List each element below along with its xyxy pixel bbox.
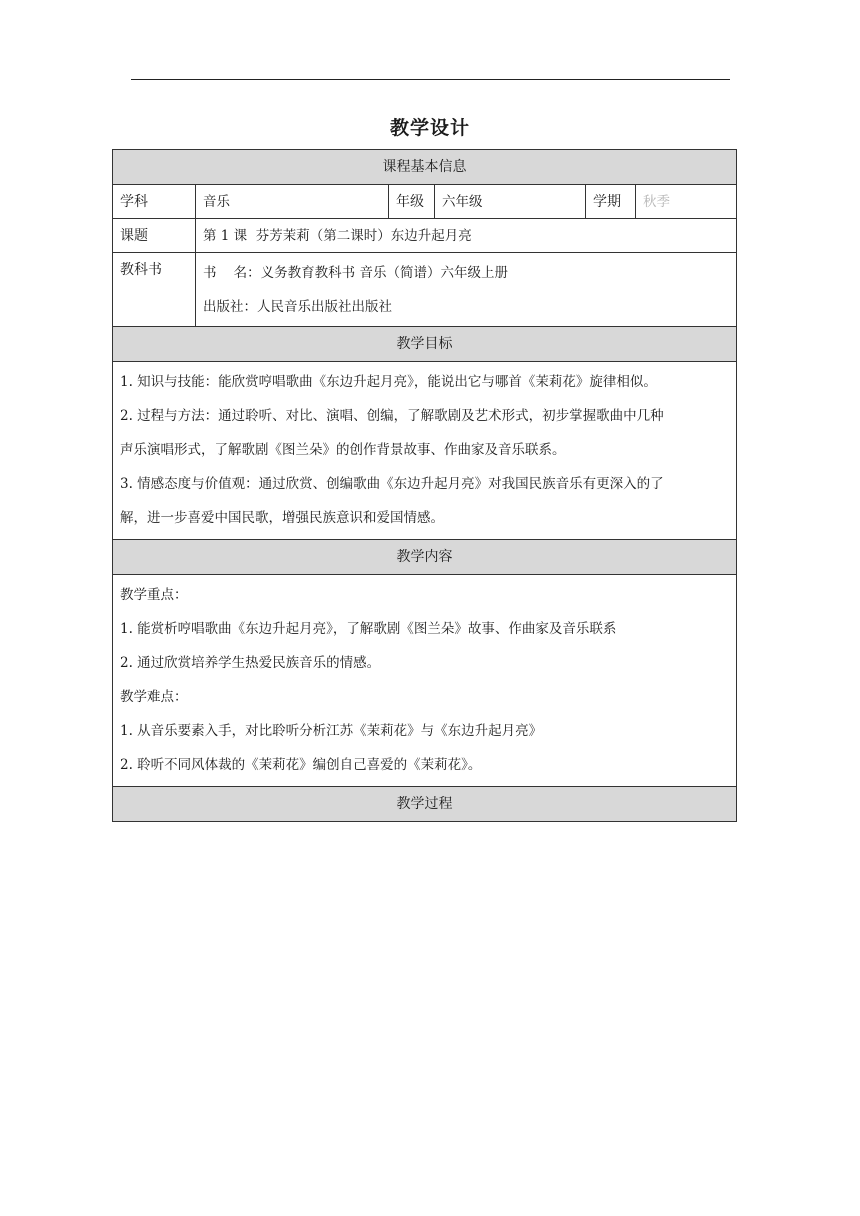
objective-line: 声乐演唱形式，了解歌剧《图兰朵》的创作背景故事、作曲家及音乐联系。 [120,442,566,458]
objectives-body [113,362,737,540]
key-points-heading: 教学重点： [120,587,188,603]
subject-label: 学科 [113,185,196,219]
objective-line: 解，进一步喜爱中国民歌，增强民族意识和爱国情感。 [120,510,444,526]
difficult-point-item: 2. 聆听不同风体裁的《茉莉花》编创自己喜爱的《茉莉花》。 [120,757,482,773]
key-point-item: 1. 能赏析哼唱歌曲《东边升起月亮》，了解歌剧《图兰朵》故事、作曲家及音乐联系 [120,621,617,637]
term-value: 秋季 [636,185,737,219]
objective-line: 2. 过程与方法：通过聆听、对比、演唱、创编，了解歌剧及艺术形式，初步掌握歌曲中几种 [120,408,664,424]
textbook-info [196,253,737,327]
textbook-label: 教科书 [113,253,196,327]
term-label: 学期 [586,185,636,219]
grade-label: 年级 [389,185,435,219]
difficult-point-item: 1. 从音乐要素入手，对比聆听分析江苏《茉莉花》与《东边升起月亮》 [120,723,543,739]
section-objectives: 教学目标 [113,327,737,362]
lesson-value: 第 1 课 芬芳茉莉（第二课时）东边升起月亮 [196,219,737,253]
lesson-design-table [112,149,737,822]
objective-line: 1. 知识与技能：能欣赏哼唱歌曲《东边升起月亮》，能说出它与哪首《茉莉花》旋律相似。 [120,374,657,390]
difficult-points-heading: 教学难点： [120,689,188,705]
objective-line: 3. 情感态度与价值观：通过欣赏、创编歌曲《东边升起月亮》对我国民族音乐有更深入的了 [120,476,664,492]
section-content: 教学内容 [113,540,737,575]
book-name: 书 名：义务教育教科书 音乐（简谱）六年级上册 [203,265,508,281]
document-title: 教学设计 [389,117,470,139]
subject-value: 音乐 [196,185,389,219]
grade-value: 六年级 [435,185,586,219]
section-basic-info: 课程基本信息 [113,150,737,185]
content-body [113,575,737,787]
header-rule [131,79,730,80]
section-process: 教学过程 [113,787,737,822]
book-publisher: 出版社：人民音乐出版社出版社 [203,299,392,315]
key-point-item: 2. 通过欣赏培养学生热爱民族音乐的情感。 [120,655,381,671]
lesson-label: 课题 [113,219,196,253]
